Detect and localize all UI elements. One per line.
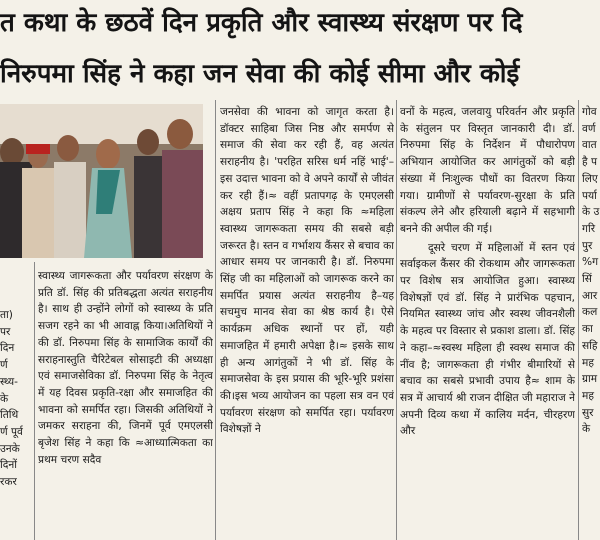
- headline-line-2: निरुपमा सिंह ने कहा जन सेवा की कोई सीमा और कोई: [0, 59, 520, 89]
- column-far-right: गोव वर्ण वात है प लिए पर्या के उ गरि पुर %ग सिं आर कल का सहि मह ग्राम मह सुर के: [582, 106, 600, 436]
- column-b: स्वास्थ्य जागरूकता और पर्यावरण संरक्षण के प्रति डॉ. सिंह की प्रतिबद्धता अत्यंत सराहनीय है। साथ ही उन्होंने लोगों को स्वास्थ्य के प्रति सजग रहने का भी आवाह्न किया।अतिथियों ने की डॉ. निरुपमा सिंह के सामाजिक कार्यों की सराहनास्तुति चैरिटेबल सोसाइटी की अध्यक्षा एवं समाजसेविका डॉ. निरुपमा सिंह के नेतृत्व में यह दिवस प्रकृति-रक्षा और समाजहित की भावना को समर्पित रहा। जिसकी अतिथियों ने जमकर सराहना की, जिनमें पूर्व एमएलसी बृजेश सिंह ने कहा कि ≈आध्यात्मिकता का प्रथम चरण सदैव: [38, 270, 213, 466]
- column-c: जनसेवा की भावना को जागृत करता है। डॉक्टर साहिबा जिस निष्ठ और समर्पण से समाज की सेवा कर रही हैं, वह अत्यंत सराहनीय है। 'परहित सरिस धर्म नहिं भाई'–इस उदात्त भावना को वे अपने कार्यों से जीवंत कर रही हैं।≈ वहीं प्रतापगढ़ के एमएलसी अक्षय प्रताप सिंह ने कहा कि ≈महिला स्वास्थ्य जागरूकता समय की सबसे बड़ी जरूरत है। स्तन व गर्भाशय कैंसर से बचाव का आधार समय पर जानकारी है। डॉ. निरुपमा सिंह जी का महिलाओं को जागरूक करने का समर्पित प्रयास अत्यंत सराहनीय है–यह सचमुच मानव सेवा का श्रेष्ठ कार्य है। ऐसे कार्यक्रम अधिक स्थानों पर हों, यही समाजहित में हमारी अपेक्षा है।≈ इसके साथ ही अन्य आगंतुकों ने भी डॉ. सिंह के समाजसेवा के इस प्रयास की भूरि-भूरि प्रशंसा की।इस भव्य आयोजन का पहला सत्र वन एवं पर्यावरण संरक्षण को समर्पित रहा। पर्यावरण विशेषज्ञों ने: [220, 106, 394, 436]
- column-rule: [34, 262, 35, 540]
- column-rule: [215, 100, 216, 540]
- column-far-left: ता) पर दिन र्ण स्थ्य- के तिथि र्ण पूर्व उनके दिनों रकर: [0, 309, 23, 489]
- event-photo: [0, 104, 203, 258]
- column-d: वनों के महत्व, जलवायु परिवर्तन और प्रकृति के संतुलन पर विस्तृत जानकारी दी। डॉ. निरुपमा सिंह के निर्देशन में पौधारोपण अभियान आयोजित कर आगंतुकों को बड़ी संख्या में निःशुल्क पौधों का वितरण किया गया। ग्रामीणों से पर्यावरण-सुरक्षा के प्रति संकल्प लेने और हरियाली बढ़ाने में सहभागी बनने की अपील की गई। दूसरे चरण में महिलाओं में स्तन एवं सर्वाइकल कैंसर की रोकथाम और जागरूकता पर विशेष सत्र आयोजित हुआ। स्वास्थ्य विशेषज्ञों एवं डॉ. सिंह ने प्रारंभिक पहचान, नियमित स्वास्थ्य जांच और स्वस्थ जीवनशैली के महत्व पर विस्तार से प्रकाश डाला। डॉ. सिंह ने कहा–≈स्वस्थ महिला ही स्वस्थ समाज की नींव है; जागरूकता ही गंभीर बीमारियों से बचाव का सबसे प्रभावी उपाय है≈ शाम के सत्र में आचार्य श्री राजन दीक्षित जी महाराज ने अपनी दिव्य कथा में कालिय मर्दन, चीरहरण और: [400, 106, 575, 438]
- column-rule: [578, 100, 579, 540]
- column-rule: [396, 100, 397, 540]
- headline-line-1: त कथा के छठवें दिन प्रकृति और स्वास्थ्य संरक्षण पर दि: [0, 8, 523, 38]
